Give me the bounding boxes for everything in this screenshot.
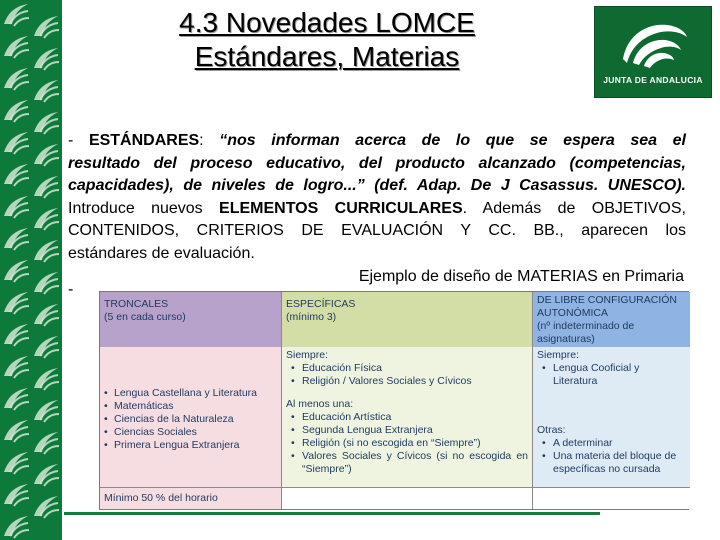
- list-item: • A determinar: [537, 437, 686, 450]
- libre-subtitle-1: (nº indeterminado de: [537, 320, 635, 332]
- troncales-body: [100, 347, 281, 487]
- libre-title-2: AUTONÓMICA: [537, 307, 608, 319]
- definition-line-6: estándares de evaluación.: [68, 244, 255, 262]
- definition-quote-start: “nos informan acerca de lo que se espera sea el: [219, 132, 686, 149]
- list-item: • Segunda Lengua Extranjera: [286, 424, 528, 437]
- troncales-title: TRONCALES: [104, 298, 169, 310]
- list-item: • Ciencias Sociales: [104, 426, 277, 439]
- list-item: • Lengua Cooficial y Literatura: [537, 362, 686, 388]
- libre-title-1: DE LIBRE CONFIGURACIÓN: [537, 294, 678, 306]
- especificas-body: [282, 347, 532, 487]
- list-item: • Matemáticas: [104, 400, 277, 413]
- bottom-divider: [64, 512, 600, 515]
- group-label: Siempre:: [286, 349, 329, 361]
- group-label: Otras:: [537, 424, 566, 436]
- decorative-sidebar-pattern: [0, 0, 62, 540]
- especificas-al-menos-list: [286, 411, 528, 476]
- definition-line-5: CONTENIDOS, CRITERIOS DE EVALUACIÓN Y CC. BB., aparecen los: [68, 222, 686, 239]
- logo-arcs-icon: [617, 15, 691, 71]
- list-item: • Valores Sociales y Cívicos (si no escogida en “Siempre”): [286, 450, 528, 476]
- list-item: • Religión / Valores Sociales y Cívicos: [286, 375, 528, 388]
- logo-text: JUNTA DE ANDALUCIA: [603, 75, 703, 85]
- line4-post: . Además de OBJETIVOS,: [462, 199, 686, 217]
- second-bullet-dash: -: [68, 281, 74, 298]
- leaf-pattern-icon: [0, 0, 62, 540]
- especificas-header: [282, 292, 532, 347]
- especificas-title: ESPECÍFICAS: [286, 298, 356, 310]
- example-caption: Ejemplo de diseño de MATERIAS en Primaria: [358, 268, 684, 285]
- list-item: • Educación Artística: [286, 411, 528, 424]
- colon: :: [199, 132, 220, 149]
- especificas-siempre-list: [286, 362, 528, 388]
- libre-subtitle-2: asignaturas): [537, 333, 595, 345]
- list-item: • Religión (si no escogida en “Siempre”): [286, 437, 528, 450]
- list-item: • Educación Física: [286, 362, 528, 375]
- list-item: • Lengua Castellana y Literatura: [104, 387, 277, 400]
- title-line-2: Estándares, Materias: [194, 41, 460, 72]
- especificas-footer: [282, 487, 532, 509]
- troncales-list: [104, 387, 277, 452]
- troncales-subtitle: (5 en cada curso): [104, 311, 186, 323]
- column-troncales: [100, 292, 282, 509]
- libre-header: [533, 292, 690, 347]
- troncales-header: [100, 292, 281, 347]
- list-item: • Primera Lengua Extranjera: [104, 439, 277, 452]
- line4-pre: Introduce nuevos: [68, 199, 220, 217]
- libre-body: [533, 347, 690, 487]
- group-label: Siempre:: [537, 349, 580, 361]
- elementos-curriculares: ELEMENTOS CURRICULARES: [219, 199, 463, 217]
- list-item: • Ciencias de la Naturaleza: [104, 413, 277, 426]
- title-line-1: 4.3 Novedades LOMCE: [179, 7, 475, 38]
- libre-siempre-list: [537, 362, 686, 388]
- libre-footer: [533, 487, 690, 509]
- libre-otras-list: [537, 437, 686, 476]
- troncales-footer: Mínimo 50 % del horario: [100, 487, 281, 509]
- definition-line-3: capacidades), de niveles de logro...” (def. Adap. De J Casassus. UNESCO).: [68, 177, 686, 194]
- column-libre-configuracion: [533, 292, 690, 509]
- dash: -: [68, 132, 89, 149]
- definition-line-2: resultado del proceso educativo, del producto alcanzado (competencias,: [68, 154, 686, 172]
- definition-line-4: [68, 198, 686, 221]
- especificas-subtitle: (mínimo 3): [286, 311, 337, 323]
- materias-table: [99, 291, 689, 510]
- list-item: • Una materia del bloque de específicas no cursada: [537, 450, 686, 476]
- junta-andalucia-logo: [594, 6, 712, 98]
- definition-line-1: [68, 130, 686, 153]
- term-estandares: ESTÁNDARES: [88, 132, 200, 149]
- column-especificas: [282, 292, 533, 509]
- group-label: Al menos una:: [286, 398, 354, 410]
- slide-body: [68, 130, 686, 289]
- slide-title: [62, 6, 592, 74]
